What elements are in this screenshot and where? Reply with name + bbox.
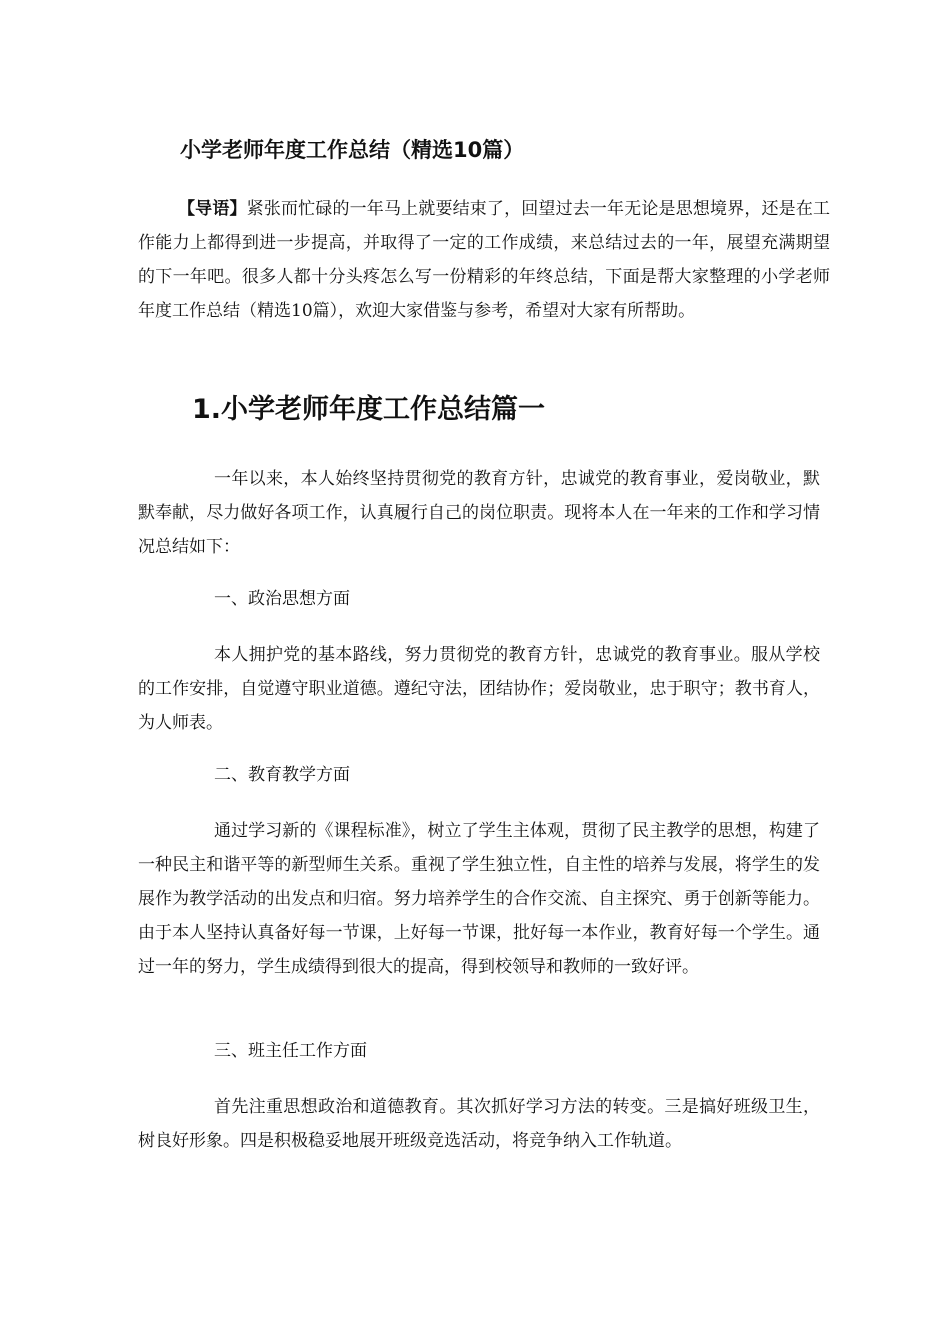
part3-paragraph: 首先注重思想政治和道德教育。其次抓好学习方法的转变。三是搞好班级卫生，树良好形象。四是积极稳妥地展开班级竞选活动，将竞争纳入工作轨道。 bbox=[138, 1097, 820, 1151]
part2-paragraph: 通过学习新的《课程标准》，树立了学生主体观，贯彻了民主教学的思想，构建了一种民主和谐平等的新型师生关系。重视了学生独立性，自主性的培养与发展，将学生的发展作为教学活动的出发点和归宿。努力培养学生的合作交流、自主探究、勇于创新等能力。由于本人坚持认真备好每一节课，上好每一节课，批好每一本作业，教育好每一个学生。通过一年的努力，学生成绩得到很大的提高，得到校领导和教师的一致好评。 bbox=[138, 821, 820, 977]
opening-paragraph: 一年以来，本人始终坚持贯彻党的教育方针，忠诚党的教育事业，爱岗敬业，默默奉献，尽力做好各项工作，认真履行自己的岗位职责。现将本人在一年来的工作和学习情况总结如下： bbox=[138, 469, 820, 557]
document-title: 小学老师年度工作总结（精选10篇） bbox=[180, 138, 525, 162]
part2-title: 二、教育教学方面 bbox=[214, 765, 350, 785]
part3-title: 三、班主任工作方面 bbox=[214, 1041, 367, 1061]
intro-paragraph bbox=[138, 192, 830, 328]
section-heading: 1.小学老师年度工作总结篇一 bbox=[192, 394, 546, 425]
intro-tag: 【导语】 bbox=[178, 199, 247, 219]
part1-title: 一、政治思想方面 bbox=[214, 589, 350, 609]
intro-text: 紧张而忙碌的一年马上就要结束了，回望过去一年无论是思想境界，还是在工作能力上都得到进一步提高，并取得了一定的工作成绩，来总结过去的一年，展望充满期望的下一年吧。很多人都十分头疼怎么写一份精彩的年终总结，下面是帮大家整理的小学老师年度工作总结（精选10篇），欢迎大家借鉴与参考，希望对大家有所帮助。 bbox=[138, 199, 831, 321]
part1-paragraph: 本人拥护党的基本路线，努力贯彻党的教育方针，忠诚党的教育事业。服从学校的工作安排，自觉遵守职业道德。遵纪守法，团结协作；爱岗敬业，忠于职守；教书育人，为人师表。 bbox=[138, 645, 820, 733]
